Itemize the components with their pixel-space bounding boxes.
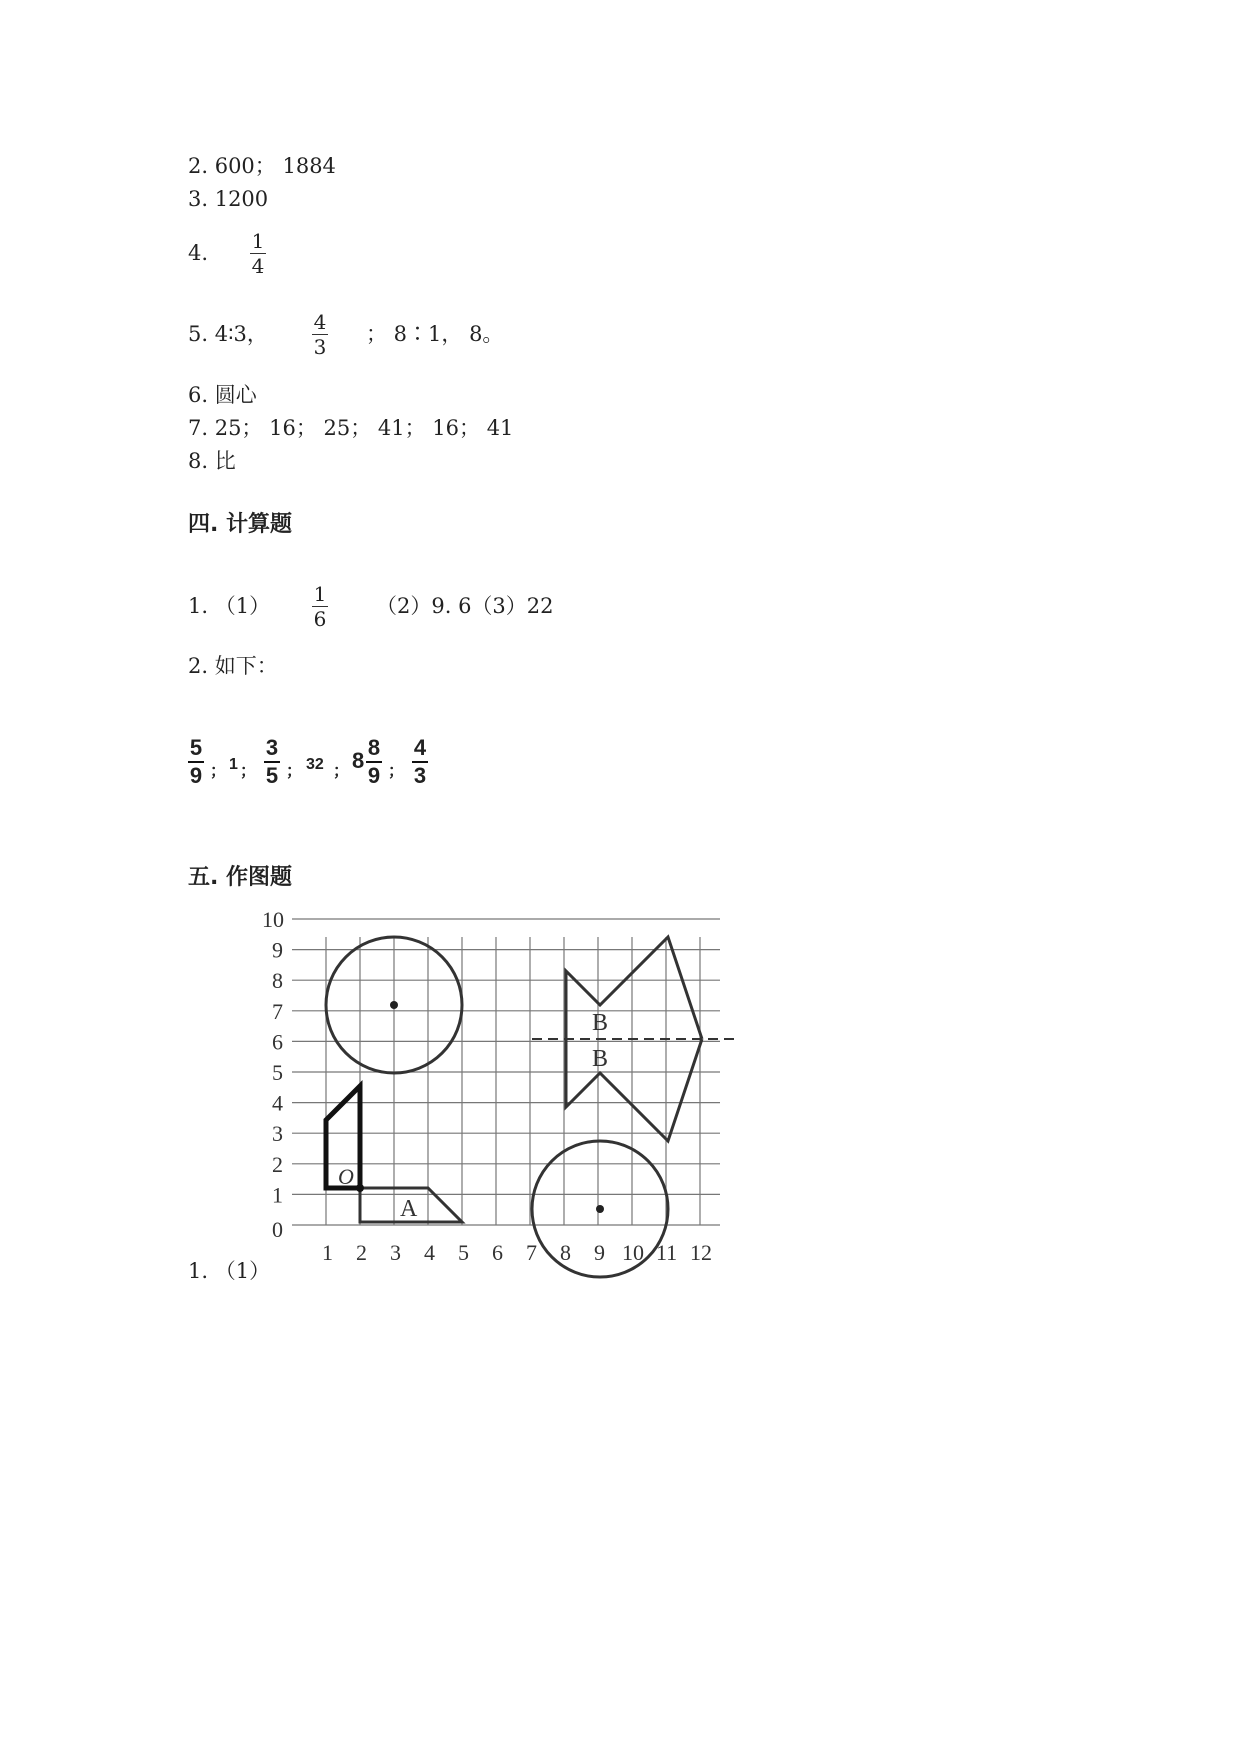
fraction-numerator: 1 — [251, 229, 265, 253]
result-value-2: 1 — [229, 756, 238, 773]
result-separator: ； — [210, 763, 227, 780]
fraction-numerator: 4 — [413, 735, 427, 760]
circle-center-dot — [390, 1001, 398, 1009]
label-a: A — [400, 1196, 418, 1222]
fraction-numerator: 8 — [367, 735, 381, 760]
label-o: O — [338, 1164, 354, 1189]
y-tick-label: 6 — [272, 1029, 283, 1055]
section-5-q1-label: 1. （1） — [188, 1259, 271, 1283]
answer-2: 2. 600； 1884 — [188, 154, 336, 178]
y-tick-label: 8 — [272, 968, 283, 994]
result-mixed-fraction — [366, 737, 382, 787]
result-separator: ； — [388, 763, 405, 780]
y-tick-label: 3 — [272, 1121, 283, 1147]
answer-4-fraction — [250, 230, 266, 277]
x-tick-label: 1 — [322, 1240, 333, 1265]
result-fraction-3 — [264, 737, 280, 787]
answer-4-label: 4. — [188, 241, 209, 265]
x-tick-label: 2 — [356, 1240, 367, 1265]
answer-6: 6. 圆心 — [188, 383, 257, 407]
section-4-heading: 四. 计算题 — [188, 512, 293, 537]
x-tick-label: 12 — [690, 1240, 712, 1265]
result-separator: ； — [240, 763, 257, 780]
shape-b-top — [566, 937, 702, 1039]
result-separator: ； — [286, 763, 303, 780]
fraction-numerator: 5 — [189, 735, 203, 760]
y-axis-tick-labels — [262, 907, 284, 1242]
x-tick-label: 4 — [424, 1240, 435, 1265]
section-4-q1-label: 1. （1） — [188, 594, 271, 618]
y-tick-label: 4 — [272, 1090, 283, 1116]
y-tick-label: 5 — [272, 1060, 283, 1085]
fraction-denominator: 4 — [251, 254, 265, 278]
x-tick-label: 5 — [458, 1240, 469, 1265]
x-tick-label: 10 — [622, 1240, 644, 1265]
x-tick-label: 11 — [656, 1240, 678, 1265]
result-fraction-6 — [412, 737, 428, 787]
fraction-denominator: 5 — [265, 763, 279, 788]
y-tick-label: 9 — [272, 937, 283, 963]
fraction-denominator: 3 — [413, 763, 427, 788]
fraction-denominator: 3 — [313, 335, 327, 359]
section-4-q1-fraction — [312, 583, 328, 630]
result-mixed-whole: 8 — [352, 748, 365, 773]
answer-8: 8. 比 — [188, 449, 236, 473]
result-fraction-1 — [188, 737, 204, 787]
answer-5-rest: ； 8∶1， 8。 — [366, 322, 504, 346]
answer-5-fraction — [312, 311, 328, 358]
section-5-heading: 五. 作图题 — [188, 865, 293, 890]
label-b-top: B — [592, 1010, 609, 1036]
x-tick-label: 3 — [390, 1240, 401, 1265]
shape-b-bottom — [566, 1039, 702, 1141]
y-tick-label: 7 — [272, 998, 283, 1024]
answer-5-label: 5. 4∶3， — [188, 322, 268, 346]
fraction-numerator: 1 — [313, 582, 327, 606]
grid-lines — [292, 919, 720, 1225]
fraction-denominator: 9 — [367, 763, 381, 788]
x-tick-label: 7 — [526, 1240, 537, 1265]
section-4-q1-rest: （2）9. 6（3）22 — [376, 594, 554, 618]
y-tick-label: 0 — [272, 1217, 283, 1242]
grid-figure — [262, 907, 770, 1320]
circle-center-dot — [596, 1205, 604, 1213]
fraction-numerator: 3 — [265, 735, 279, 760]
point-o — [356, 1184, 364, 1192]
x-tick-label: 6 — [492, 1240, 503, 1265]
answer-7: 7. 25； 16； 25； 41； 16； 41 — [188, 416, 514, 440]
section-4-q2: 2. 如下： — [188, 654, 278, 678]
y-tick-label: 1 — [272, 1182, 283, 1208]
fraction-denominator: 6 — [313, 607, 327, 631]
x-tick-label: 8 — [560, 1240, 571, 1265]
fraction-numerator: 4 — [313, 310, 327, 334]
x-tick-label: 9 — [594, 1240, 605, 1265]
result-separator: ； — [333, 763, 350, 780]
y-tick-label: 2 — [272, 1151, 283, 1177]
label-b-bottom: B — [592, 1046, 609, 1072]
fraction-denominator: 9 — [189, 763, 203, 788]
answer-3: 3. 1200 — [188, 187, 269, 211]
y-tick-label: 10 — [262, 907, 284, 932]
result-value-4: 32 — [306, 756, 324, 773]
